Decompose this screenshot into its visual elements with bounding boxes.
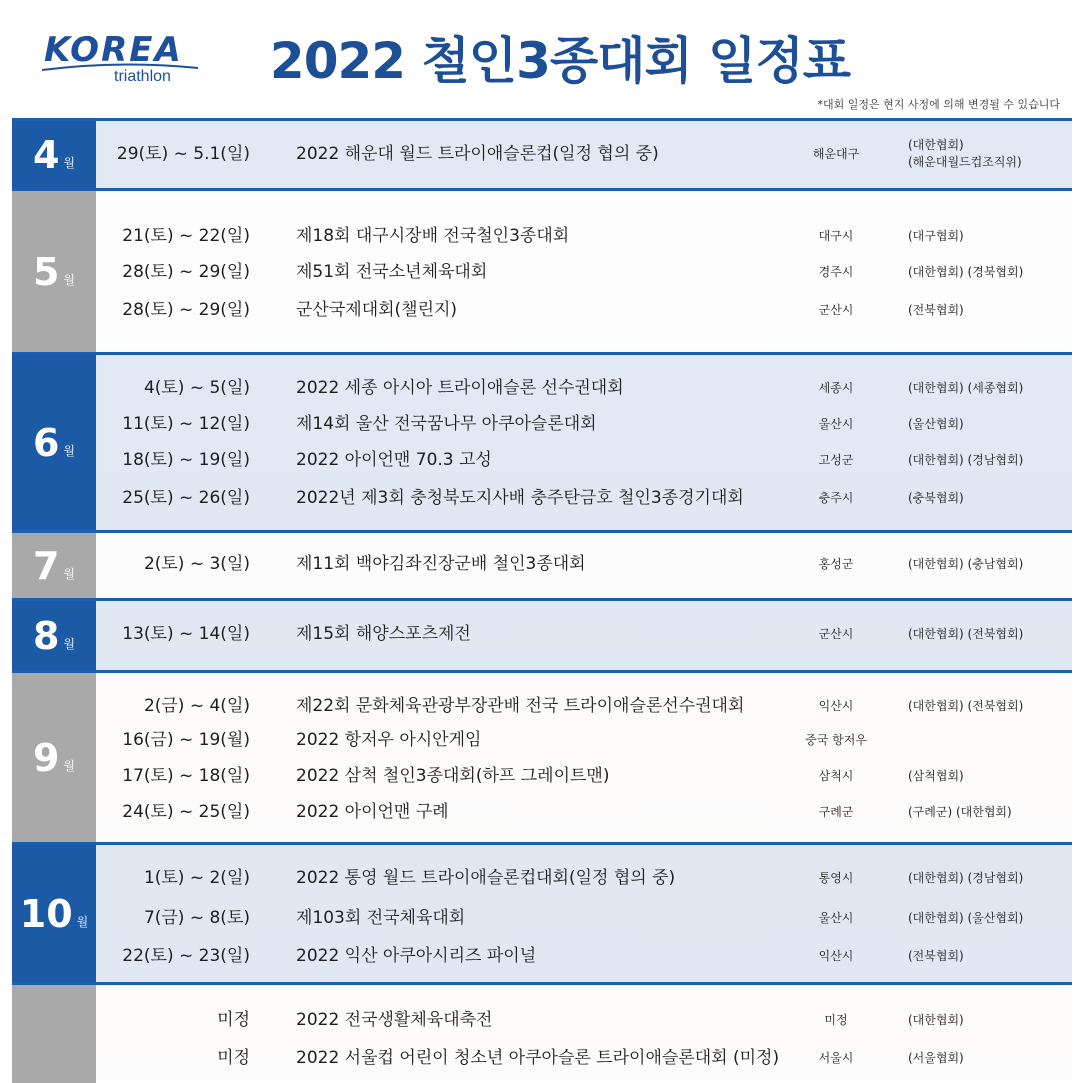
month-cell-october: [12, 845, 96, 983]
event-host: (삼척협회): [908, 768, 964, 783]
event-date: 미정: [217, 1048, 250, 1068]
event-venue: 미정: [824, 1013, 848, 1027]
event-row: [96, 137, 1072, 171]
month-block-august: [12, 598, 1072, 671]
event-name: 2022 항저우 아시안게임: [296, 730, 482, 750]
event-name: 제15회 해양스포츠제전: [296, 624, 471, 644]
month-suffix: 월: [63, 272, 76, 287]
month-block-april: [12, 118, 1072, 189]
event-row: [96, 219, 1072, 253]
schedule-note: *대회 일정은 현지 사정에 의해 변경될 수 있습니다: [817, 98, 1060, 111]
logo-subtitle: triathlon: [114, 68, 171, 85]
event-venue: 서울시: [818, 1051, 854, 1065]
event-row: [96, 293, 1072, 327]
korea-triathlon-logo: [36, 26, 206, 96]
event-date: 7(금) ~ 8(토): [143, 908, 250, 928]
event-name: 2022 서울컵 어린이 청소년 아쿠아슬론 트라이애슬론대회 (미정): [296, 1048, 780, 1068]
event-name: 제51회 전국소년체육대회: [296, 262, 488, 282]
month-suffix: 월: [76, 914, 89, 929]
event-host: (대한협회) (경북협회): [908, 264, 1024, 279]
event-name: 제22회 문화체육관광부장관배 전국 트라이애슬론선수권대회: [296, 696, 745, 716]
event-row: [96, 617, 1072, 651]
event-venue: 익산시: [818, 949, 854, 963]
event-name: 2022년 제3회 충청북도지사배 충주탄금호 철인3종경기대회: [296, 488, 744, 508]
month-suffix: 월: [63, 155, 76, 170]
event-host: (전북협회): [908, 948, 964, 963]
month-block-june: [12, 352, 1072, 531]
header: [0, 0, 1080, 118]
month-block-may: [12, 188, 1072, 353]
event-date: 13(토) ~ 14(일): [122, 624, 250, 644]
event-date: 25(토) ~ 26(일): [122, 488, 250, 508]
event-host: (대구협회): [908, 228, 964, 243]
event-row: [96, 759, 1072, 793]
event-host: (대한협회) (경남협회): [908, 452, 1024, 467]
month-cell-august: [12, 601, 96, 671]
event-venue: 충주시: [818, 491, 854, 505]
month-cell-may: [12, 191, 96, 353]
event-host: (대한협회) (전북협회): [908, 626, 1024, 641]
event-host: (대한협회): [908, 1012, 964, 1027]
event-host: [908, 137, 1078, 171]
month-block-september: [12, 670, 1072, 843]
event-venue: 경주시: [818, 265, 854, 279]
event-host: (대한협회) (충남협회): [908, 556, 1024, 571]
month-number: 4: [32, 133, 60, 177]
event-date: 11(토) ~ 12(일): [122, 414, 250, 434]
event-host: [908, 723, 1078, 757]
month-suffix: 월: [63, 758, 76, 773]
event-name: 제103회 전국체육대회: [296, 908, 466, 928]
event-venue: 구례군: [818, 805, 854, 819]
event-name: 2022 삼척 철인3종대회(하프 그레이트맨): [296, 766, 610, 786]
month-cell-june: [12, 355, 96, 531]
event-venue: 익산시: [818, 699, 854, 713]
event-row: [96, 481, 1072, 515]
event-venue: 중국 항저우: [805, 733, 867, 747]
event-name: 제11회 백야김좌진장군배 철인3종대회: [296, 554, 586, 574]
event-venue: 세종시: [818, 381, 854, 395]
event-date: 28(토) ~ 29(일): [122, 262, 250, 282]
page-title: 2022 철인3종대회 일정표: [269, 32, 851, 90]
event-name: 2022 아이언맨 구례: [296, 802, 449, 822]
event-date: 21(토) ~ 22(일): [122, 226, 250, 246]
event-date: 2(토) ~ 3(일): [143, 554, 250, 574]
event-venue: 울산시: [818, 911, 854, 925]
event-row: [96, 443, 1072, 477]
event-date: 2(금) ~ 4(일): [143, 696, 250, 716]
month-suffix: 월: [63, 443, 76, 458]
event-date: 29(토) ~ 5.1(일): [116, 144, 250, 164]
event-name: 2022 익산 아쿠아시리즈 파이널: [296, 946, 537, 966]
month-block-undecided: [12, 982, 1072, 1083]
event-venue: 고성군: [818, 453, 854, 467]
event-date: 17(토) ~ 18(일): [122, 766, 250, 786]
event-date: 24(토) ~ 25(일): [122, 802, 250, 822]
event-row: [96, 407, 1072, 441]
event-name: 2022 세종 아시아 트라이애슬론 선수권대회: [296, 378, 624, 398]
month-cell-september: [12, 673, 96, 843]
event-row: [96, 689, 1072, 723]
schedule-table: [12, 118, 1072, 1080]
month-number: 10: [19, 892, 73, 936]
event-name: 2022 해운대 월드 트라이애슬론컵(일정 협의 중): [296, 144, 659, 164]
month-block-october: [12, 842, 1072, 983]
event-venue: 통영시: [818, 871, 854, 885]
event-row: [96, 861, 1072, 895]
event-date: 4(토) ~ 5(일): [143, 378, 250, 398]
month-number: 9: [32, 736, 60, 780]
event-venue: 군산시: [818, 627, 854, 641]
event-name: 2022 전국생활체육대축전: [296, 1010, 493, 1030]
event-host: (대한협회) (전북협회): [908, 698, 1024, 713]
month-cell-undecided: [12, 985, 96, 1083]
event-host-line1: (대한협회): [908, 138, 964, 152]
event-venue: 홍성군: [818, 557, 854, 571]
event-host: (전북협회): [908, 302, 964, 317]
event-venue: 해운대구: [812, 147, 860, 161]
event-host: (서울협회): [908, 1050, 964, 1065]
event-date: 28(토) ~ 29(일): [122, 300, 250, 320]
event-row: [96, 371, 1072, 405]
event-name: 제18회 대구시장배 전국철인3종대회: [296, 226, 570, 246]
event-host: (충북협회): [908, 490, 964, 505]
month-number: 8: [32, 614, 60, 658]
month-number: 7: [32, 544, 60, 588]
event-row: [96, 795, 1072, 829]
event-date: 미정: [217, 1010, 250, 1030]
event-row: [96, 255, 1072, 289]
month-suffix: 월: [63, 636, 76, 651]
month-block-july: [12, 530, 1072, 599]
month-cell-april: [12, 121, 96, 189]
month-cell-july: [12, 533, 96, 599]
event-row: [96, 939, 1072, 973]
event-venue: 군산시: [818, 303, 854, 317]
event-venue: 대구시: [818, 229, 854, 243]
event-row: [96, 1041, 1072, 1075]
event-name: 2022 아이언맨 70.3 고성: [296, 450, 492, 470]
event-row: [96, 901, 1072, 935]
event-host-line2: (해운대월드컵조직위): [908, 155, 1022, 169]
month-number: 5: [32, 250, 60, 294]
logo-wordmark: KOREA: [44, 30, 183, 70]
month-suffix: 월: [63, 566, 76, 581]
event-venue: 삼척시: [818, 769, 854, 783]
event-row: [96, 1003, 1072, 1037]
event-host: (대한협회) (세종협회): [908, 380, 1024, 395]
event-name: 군산국제대회(챌린지): [296, 300, 458, 320]
month-number: 6: [32, 421, 60, 465]
event-date: 22(토) ~ 23(일): [122, 946, 250, 966]
event-host: (구례군) (대한협회): [908, 804, 1012, 819]
event-name: 2022 통영 월드 트라이애슬론컵대회(일정 협의 중): [296, 868, 676, 888]
event-date: 18(토) ~ 19(일): [122, 450, 250, 470]
event-host: (대한협회) (울산협회): [908, 910, 1024, 925]
event-host: (대한협회) (경남협회): [908, 870, 1024, 885]
event-host: (울산협회): [908, 416, 964, 431]
event-row: [96, 723, 1072, 757]
event-date: 1(토) ~ 2(일): [143, 868, 250, 888]
event-venue: 울산시: [818, 417, 854, 431]
event-name: 제14회 울산 전국꿈나무 아쿠아슬론대회: [296, 414, 597, 434]
event-date: 16(금) ~ 19(월): [122, 730, 250, 750]
event-row: [96, 547, 1072, 581]
